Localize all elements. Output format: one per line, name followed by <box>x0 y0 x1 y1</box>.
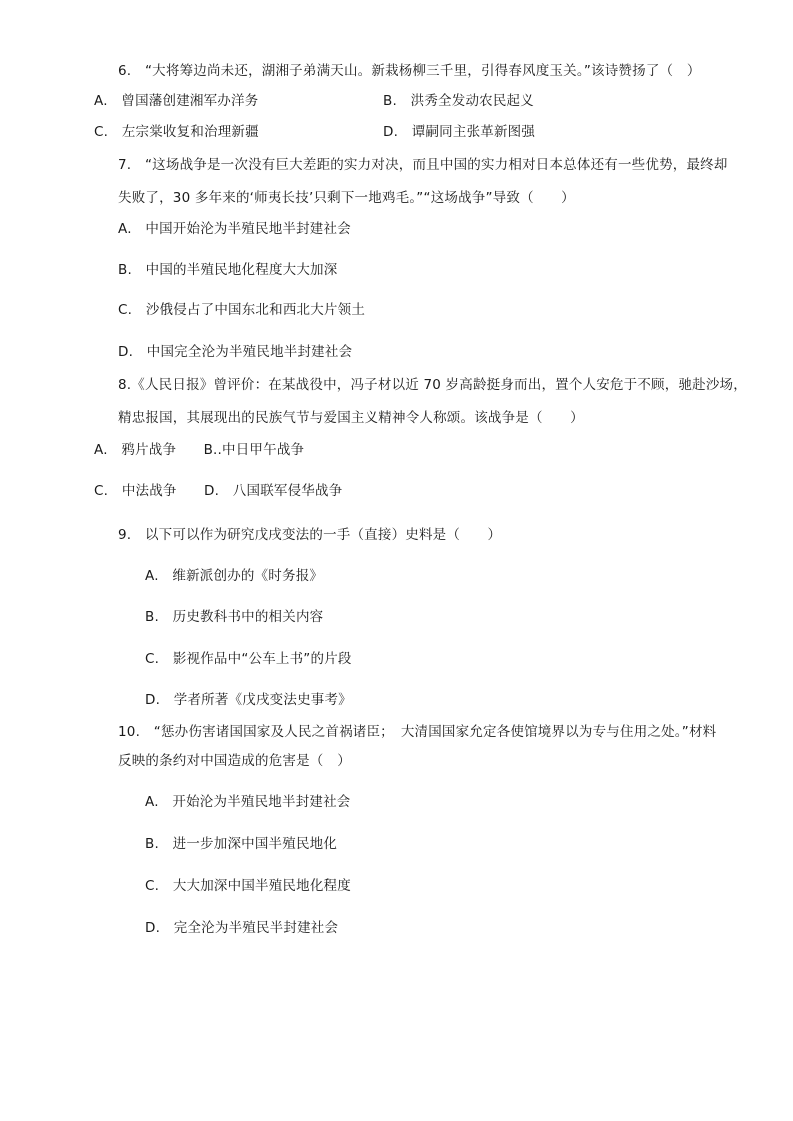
q10-stem-line2: 反映的条约对中国造成的危害是（ ） <box>118 753 351 769</box>
q7-option-c: C. 沙俄侵占了中国东北和西北大片领土 <box>118 302 366 318</box>
q10-option-a: A. 开始沦为半殖民地半封建社会 <box>145 794 351 810</box>
q10-option-b: B. 进一步加深中国半殖民地化 <box>145 836 338 852</box>
q6-option-c: C. 左宗棠收复和治理新疆 <box>94 124 259 140</box>
q6-option-b: B. 洪秀全发动农民起义 <box>383 93 534 109</box>
q10-option-d: D. 完全沦为半殖民半封建社会 <box>145 920 339 936</box>
q7-option-d: D. 中国完全沦为半殖民地半封建社会 <box>118 344 353 360</box>
q7-stem-line2: 失败了，30 多年来的‘师夷长技’只剩下一地鸡毛。”“这场战争”导致（ ） <box>118 190 575 206</box>
q6-option-d: D. 谭嗣同主张革新图强 <box>383 124 536 140</box>
q6-option-a: A. 曾国藩创建湘军办洋务 <box>94 93 259 109</box>
q10-option-c: C. 大大加深中国半殖民地化程度 <box>145 878 351 894</box>
q6-stem: 6. “大将筹边尚未还，湖湘子弟满天山。新栽杨柳三千里，引得春风度玉关。”该诗赞扬了（ ） <box>118 63 701 79</box>
q7-stem-line1: 7. “这场战争是一次没有巨大差距的实力对决，而且中国的实力相对日本总体还有一些优势，最终却 <box>118 157 728 173</box>
q9-option-c: C. 影视作品中“公车上书”的片段 <box>145 651 352 667</box>
q7-option-b: B. 中国的半殖民地化程度大大加深 <box>118 262 338 278</box>
q8-stem-line2: 精忠报国，其展现出的民族气节与爱国主义精神令人称颂。该战争是（ ） <box>118 410 584 426</box>
q9-option-a: A. 维新派创办的《时务报》 <box>145 568 324 584</box>
q8-options-ab: A. 鸦片战争 B..中日甲午战争 <box>94 442 305 458</box>
q8-stem-line1: 8.《人民日报》曾评价：在某战役中，冯子材以近 70 岁高龄挺身而出，置个人安危于不顾，驰赴沙场， <box>118 377 747 393</box>
q9-option-b: B. 历史教科书中的相关内容 <box>145 609 324 625</box>
q9-stem: 9. 以下可以作为研究戊戌变法的一手（直接）史料是（ ） <box>118 527 502 543</box>
q9-option-d: D. 学者所著《戊戌变法史事考》 <box>145 692 352 708</box>
q10-stem-line1: 10. “惩办伤害诸国国家及人民之首祸诸臣； 大清国国家允定各使馆境界以为专与住用之处。”材料 <box>118 724 717 740</box>
q8-options-cd: C. 中法战争 D. 八国联军侵华战争 <box>94 483 343 499</box>
q7-option-a: A. 中国开始沦为半殖民地半封建社会 <box>118 221 351 237</box>
